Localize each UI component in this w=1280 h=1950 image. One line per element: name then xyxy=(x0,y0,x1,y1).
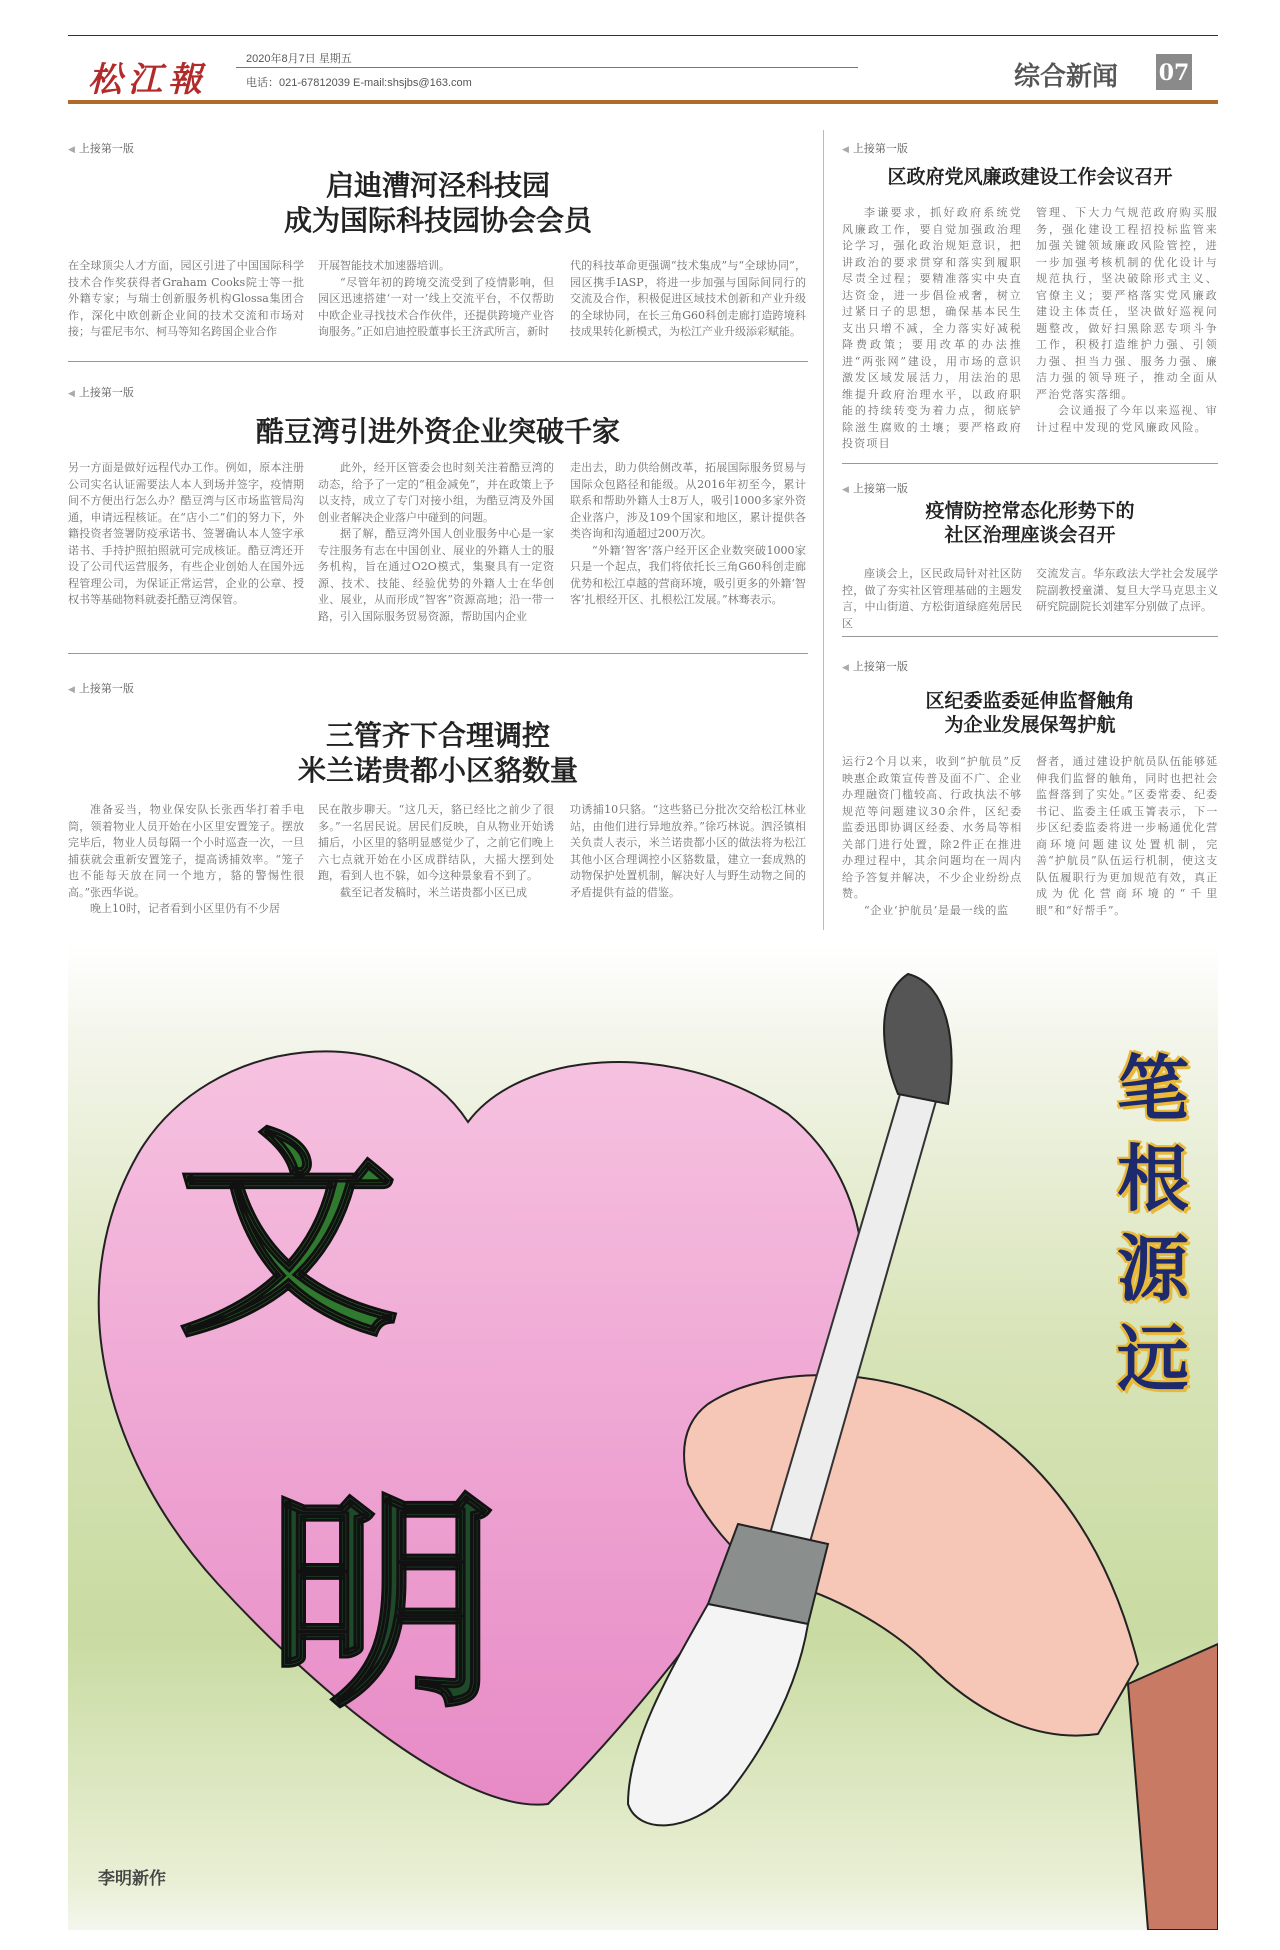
masthead-logo: 松江報 xyxy=(88,60,208,100)
article-column xyxy=(318,258,554,341)
paragraph: 据了解，酷豆湾外国人创业服务中心是一家专注服务有志在中国创业、展业的外籍人士的服务机构，旨在通过O2O模式，集聚具有一定资源、技术、技能、经验优势的外籍人士在华创业、展业，从而形成“智客”资源高地；沿一带一路，引入国际服务贸易资源，帮助国内企业 xyxy=(318,527,554,623)
cartoon-credit: 李明新作 xyxy=(98,1869,166,1889)
paragraph: 截至记者发稿时，米兰诺贵都小区已成 xyxy=(340,885,527,899)
top-rule xyxy=(68,35,1218,36)
header-divider xyxy=(236,67,858,68)
triangle-left-icon: ◀ xyxy=(842,144,849,154)
editorial-cartoon xyxy=(68,944,1218,1930)
article-column xyxy=(570,460,806,609)
cartoon-illustration xyxy=(68,944,1218,1930)
article-column xyxy=(68,460,304,609)
paragraph: 此外，经开区管委会也时刻关注着酷豆湾的动态，给予了一定的“租金减免”，并在政策上予以支持，成立了专门对接小组，为酷豆湾及外国创业者解决企业落户中碰到的问题。 xyxy=(318,461,554,524)
triangle-left-icon: ◀ xyxy=(842,484,849,494)
paragraph: 运行2个月以来，收到“护航员”反映惠企政策宣传普及面不广、企业办理融资门槛较高、行政执法不够规范等问题建议30余件，区纪委监委迅即协调区经委、水务局等相关部门进行处置，除2件正在推进办理过程中，其余问题均在一周内给予答复并解决，不少企业纷纷点赞。 xyxy=(842,755,1022,900)
sleeve-shape xyxy=(1128,1644,1218,1930)
headline-line: 米兰诺贵都小区貉数量 xyxy=(297,754,578,787)
paragraph: 晚上10时，记者看到小区里仍有不少居 xyxy=(90,902,280,915)
paragraph: 民在散步聊天。“这几天，貉已经比之前少了很多。”一名居民说。居民们反映，自从物业开始诱捕后，小区里的貉明显感觉少了，之前它们晚上六七点就开始在小区成群结队，大摇大摆到处跑，看到人也不躲，如今这种景象看不到了。 xyxy=(318,803,554,882)
header-accent-rule xyxy=(68,100,1218,104)
issue-date: 2020年8月7日 星期五 xyxy=(246,53,352,65)
headline-line: 启迪漕河泾科技园 xyxy=(325,169,550,202)
article-column xyxy=(842,566,1022,632)
headline-line: 疫情防控常态化形势下的 xyxy=(925,500,1135,522)
article-headline xyxy=(842,500,1218,548)
continued-label-text: 上接第一版 xyxy=(852,483,908,495)
article-column xyxy=(68,258,304,341)
article-column xyxy=(842,754,1022,919)
paragraph: 在全球顶尖人才方面，园区引进了中国国际科学技术合作奖获得者Graham Cooks院士等一批外籍专家；与瑞士创新服务机构Glossa集团合作，深化中欧创新企业间的技术交流和市场对接；与霍尼韦尔、柯马等知名跨国企业合作 xyxy=(68,259,304,338)
paragraph: 走出去，助力供给侧改革，拓展国际服务贸易与国际众包路径和能级。从2016年初至今，累计联系和帮助外籍人士8万人，吸引1000多家外资企业落户，涉及109个国家和地区，累计提供各类咨询和沟通超过200万次。 xyxy=(570,461,806,540)
continued-label xyxy=(842,480,908,496)
article-separator xyxy=(68,653,808,654)
headline-line: 区纪委监委延伸监督触角 xyxy=(925,690,1135,712)
continued-label xyxy=(842,658,908,674)
article-column xyxy=(318,802,554,901)
article-column xyxy=(68,802,304,918)
headline-line: 三管齐下合理调控 xyxy=(325,719,550,752)
article-headline xyxy=(68,168,808,238)
article-headline xyxy=(842,690,1218,738)
headline-line: 酷豆湾引进外资企业突破千家 xyxy=(255,415,620,448)
continued-label xyxy=(842,140,908,156)
cartoon-title: 笔根源远 xyxy=(1116,1047,1189,1401)
paragraph: 李谦要求，抓好政府系统党风廉政工作，要自觉加强政治理论学习，强化政治规矩意识，把讲政治的要求贯穿和落实到履职尽责全过程；要精准落实中央直达资金，进一步倡俭戒奢，树立过紧日子的思想，确保基本民生支出只增不减，全力落实好减税降费政策；要用改革的办法推进“两张网”建设，用市场的意识激发区域发展活力，用法治的思维提升政府治理水平，以政府职能的持续转变为着力点，彻底铲除滋生腐败的土壤；要严格政府投资项目 xyxy=(842,206,1022,450)
headline-line: 为企业发展保驾护航 xyxy=(944,713,1116,736)
continued-label xyxy=(68,140,134,156)
paragraph: 座谈会上，区民政局针对社区防控，做了夯实社区管理基础的主题发言，中山街道、方松街道绿庭苑居民区 xyxy=(842,567,1022,630)
headline-line: 社区治理座谈会召开 xyxy=(944,523,1116,546)
article-headline xyxy=(68,718,808,788)
article-headline xyxy=(842,166,1218,190)
paragraph: 督者，通过建设护航员队伍能够延伸我们监督的触角，同时也把社会监督落到了实处。”区委常委、纪委书记、监委主任戚玉箐表示，下一步区纪委监委将进一步畅通优化营商环境问题建议处置机制，完善“护航员”队伍运行机制，使这支队伍履职行为更加规范有效，真正成为优化营商环境的“千里眼”和“好帮手”。 xyxy=(1036,755,1218,917)
heart-character-wen: 文 xyxy=(178,1107,399,1366)
article-separator xyxy=(842,463,1218,464)
article-column xyxy=(842,205,1022,453)
paragraph: 代的科技革命更强调“技术集成”与“全球协同”，园区携手IASP，将进一步加强与国际间同行的交流及合作，积极促进区域技术创新和产业升级的全球协同，在长三角G60科创走廊打造跨境科技成果转化新模式，为松江产业升级添彩赋能。 xyxy=(570,259,806,338)
brush-top-cap xyxy=(884,974,952,1104)
paragraph: “尽管年初的跨境交流受到了疫情影响，但园区迅速搭建‘一对一’线上交流平台，不仅帮助中欧企业寻找技术合作伙伴，还提供跨境产业咨询服务。”正如启迪控股董事长王济武所言，新时 xyxy=(318,275,554,338)
continued-label-text: 上接第一版 xyxy=(78,143,134,155)
continued-label-text: 上接第一版 xyxy=(852,143,908,155)
page-number-badge: 07 xyxy=(1156,54,1192,90)
continued-label-text: 上接第一版 xyxy=(78,387,134,399)
headline-line: 成为国际科技园协会会员 xyxy=(283,204,592,237)
article-column xyxy=(1036,566,1218,616)
article-separator xyxy=(842,636,1218,637)
article-column xyxy=(570,802,806,901)
continued-label-text: 上接第一版 xyxy=(852,661,908,673)
triangle-left-icon: ◀ xyxy=(68,144,75,154)
paragraph: 另一方面是做好远程代办工作。例如，原本注册公司实名认证需要法人本人到场并签字，疫情期间不方便出行怎么办？酷豆湾与区市场监管局沟通，申请远程核证。在“店小二”们的努力下，外籍投资者签署防疫承诺书、签署确认本人签字承诺书、手持护照拍照就可完成核证。酷豆湾还开设了公司代运营服务，有些企业创始人在国外远程管理公司，为保证正常运营，企业的公章、授权书等基础物料就委托酷豆湾保管。 xyxy=(68,461,304,606)
paragraph: “外籍‘智客’落户经开区企业数突破1000家只是一个起点，我们将依托长三角G60科创走廊优势和松江卓越的营商环境，吸引更多的外籍‘智客’扎根经开区、扎根松江发展。”林骞表示。 xyxy=(570,543,806,606)
article-column xyxy=(1036,754,1218,919)
triangle-left-icon: ◀ xyxy=(842,662,849,672)
article-column xyxy=(1036,205,1218,436)
heart-character-ming: 明 xyxy=(268,1469,499,1739)
column-divider xyxy=(823,130,824,930)
continued-label xyxy=(68,384,134,400)
paragraph: 功诱捕10只貉。“这些貉已分批次交给松江林业站，由他们进行异地放养。”徐巧林说。泗泾镇相关负责人表示，米兰诺贵都小区的做法将为松江其他小区合理调控小区貉数量，建立一套成熟的动物保护处置机制，解决好人与野生动物之间的矛盾提供有益的借鉴。 xyxy=(570,803,806,899)
article-headline xyxy=(68,414,808,449)
article-column xyxy=(318,460,554,625)
article-column xyxy=(570,258,806,341)
paragraph: 会议通报了今年以来巡视、审计过程中发现的党风廉政风险。 xyxy=(1036,404,1218,434)
article-separator xyxy=(68,361,808,362)
paragraph: 管理、下大力气规范政府购买服务，强化建设工程招投标监管来加强关键领域廉政风险管控，进一步加强考核机制的优化设计与规范执行，坚决破除形式主义、官僚主义；要严格落实党风廉政建设主体责任，坚决做好巡视问题整改，做好扫黑除恶专项斗争工作，积极打造维护力强、引领力强、担当力强、服务力强、廉洁力强的领导班子，推动全面从严治党落实落细。 xyxy=(1036,206,1218,401)
paragraph: 开展智能技术加速器培训。 xyxy=(318,259,450,272)
headline-line: 区政府党风廉政建设工作会议召开 xyxy=(887,166,1173,188)
contact-info: 电话：021-67812039 E-mail:shsjbs@163.com xyxy=(246,77,472,89)
continued-label xyxy=(68,680,134,696)
section-title: 综合新闻 xyxy=(1014,62,1119,92)
paragraph: “企业‘护航员’是最一线的监 xyxy=(864,903,1009,917)
paragraph: 准备妥当，物业保安队长张西华打着手电筒，领着物业人员开始在小区里安置笼子。摆放完毕后，物业人员每隔一个小时巡查一次，一旦捕获就会重新安置笼子，提高诱捕效率。“笼子也不能每天放在同一个地方，貉的警惕性很高。”张西华说。 xyxy=(68,803,304,899)
triangle-left-icon: ◀ xyxy=(68,684,75,694)
triangle-left-icon: ◀ xyxy=(68,388,75,398)
continued-label-text: 上接第一版 xyxy=(78,683,134,695)
paragraph: 交流发言。华东政法大学社会发展学院副教授童潇、复旦大学马克思主义研究院副院长刘建军分别做了点评。 xyxy=(1036,567,1218,613)
